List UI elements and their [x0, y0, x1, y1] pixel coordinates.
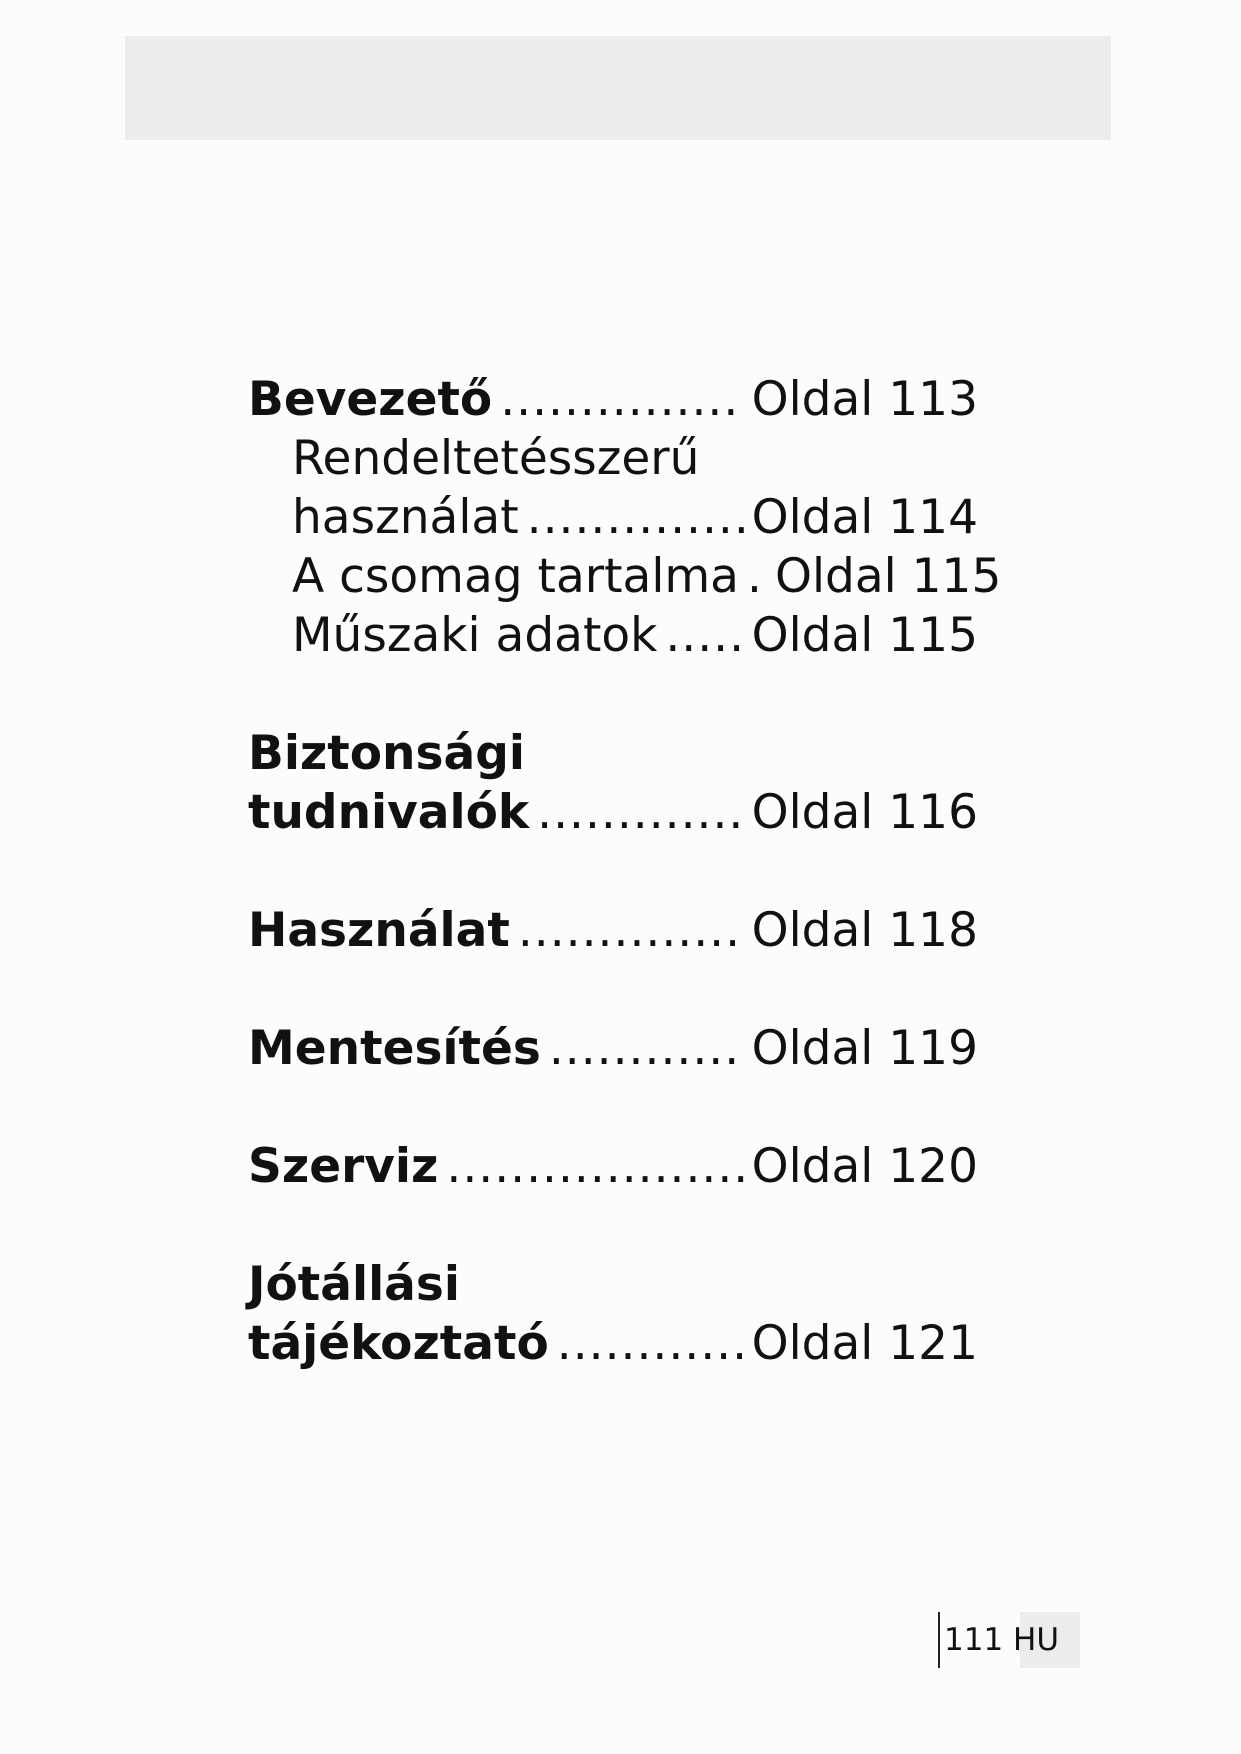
toc-leader-dots: [527, 488, 744, 547]
toc-page: Oldal 119: [751, 1021, 978, 1076]
toc-entry-biztonsagi[interactable]: [248, 724, 978, 783]
toc-leader-dots: [446, 1137, 743, 1196]
toc-page: Oldal 115: [774, 549, 1002, 604]
toc-page: Oldal 114: [751, 490, 978, 545]
toc-page: Oldal 116: [751, 785, 978, 840]
toc-title: Műszaki adatok: [292, 608, 658, 663]
toc-entry-hasznalat-sub[interactable]: [248, 488, 978, 547]
toc-title: tudnivalók: [248, 785, 530, 840]
toc-title: Bevezető: [248, 372, 493, 427]
toc-entry-mentesites[interactable]: [248, 1019, 978, 1078]
toc-title: A csomag tartalma: [292, 549, 739, 604]
toc-title: Rendeltetésszerű: [292, 431, 700, 486]
toc-spacer: [248, 1078, 978, 1137]
header-band: [125, 36, 1111, 140]
toc-spacer: [248, 665, 978, 724]
toc-title: tájékoztató: [248, 1316, 549, 1371]
toc-entry-muszaki-adatok[interactable]: [248, 606, 978, 665]
toc-entry-tudnivalok[interactable]: [248, 783, 978, 842]
toc-entry-jotallasi[interactable]: [248, 1255, 978, 1314]
language-code: HU: [1013, 1622, 1060, 1658]
toc-title: használat: [292, 490, 519, 545]
page-number: 111: [944, 1622, 1004, 1658]
page-footer: [944, 1618, 1059, 1662]
toc-spacer: [248, 1196, 978, 1255]
toc-entry-tajekoztato[interactable]: [248, 1314, 978, 1373]
toc-leader-dots: [665, 606, 743, 665]
toc-title: Használat: [248, 903, 510, 958]
toc-leader-dots: [747, 547, 767, 606]
toc-entry-szerviz[interactable]: [248, 1137, 978, 1196]
toc-title: Biztonsági: [248, 726, 525, 781]
table-of-contents: [248, 370, 1002, 1373]
toc-entry-hasznalat[interactable]: [248, 901, 978, 960]
toc-leader-dots: [537, 783, 743, 842]
toc-spacer: [248, 960, 978, 1019]
toc-leader-dots: [500, 370, 743, 429]
toc-page: Oldal 115: [751, 608, 978, 663]
toc-entry-bevezeto[interactable]: [248, 370, 978, 429]
toc-page: Oldal 120: [751, 1139, 978, 1194]
toc-title: Jótállási: [248, 1257, 460, 1312]
toc-page: Oldal 118: [751, 903, 978, 958]
toc-leader-dots: [557, 1314, 744, 1373]
toc-leader-dots: [518, 901, 744, 960]
footer-divider: [938, 1612, 940, 1668]
toc-leader-dots: [549, 1019, 744, 1078]
toc-entry-csomag-tartalma[interactable]: [248, 547, 1002, 606]
toc-page: Oldal 113: [751, 372, 978, 427]
toc-spacer: [248, 842, 978, 901]
toc-title: Szerviz: [248, 1139, 439, 1194]
toc-title: Mentesítés: [248, 1021, 541, 1076]
toc-entry-rendeltetesszeru[interactable]: [248, 429, 978, 488]
toc-page: Oldal 121: [751, 1316, 978, 1371]
